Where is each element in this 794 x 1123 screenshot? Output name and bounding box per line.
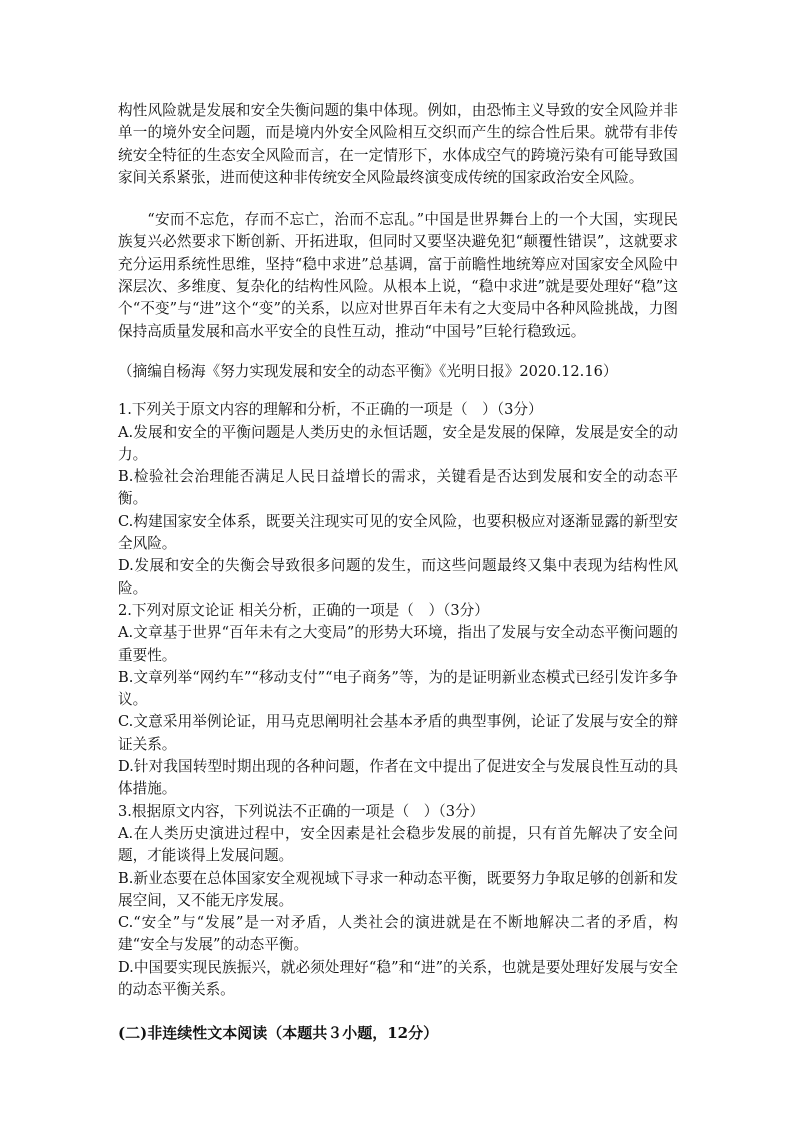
question-1-option-b: B.检验社会治理能否满足人民日益增长的需求，关键看是否达到发展和安全的动态平衡。 <box>118 468 678 508</box>
question-3-stem: 3.根据原文内容，下列说法不正确的一项是（ ）（3分） <box>118 802 485 820</box>
question-1-option-a: A.发展和安全的平衡问题是人类历史的永恒话题，安全是发展的保障，发展是安全的动力。 <box>118 423 678 463</box>
question-3 <box>118 801 678 1002</box>
question-list <box>118 399 678 1001</box>
question-2-option-c: C.文意采用举例论证，用马克思阐明社会基本矛盾的典型事例，论证了发展与安全的辩证关系。 <box>118 713 678 753</box>
question-1-option-d: D.发展和安全的失衡会导致很多问题的发生，而这些问题最终又集中表现为结构性风险。 <box>118 557 678 597</box>
question-2-stem: 2.下列对原文论证 相关分析，正确的一项是（ ）（3分） <box>118 601 489 619</box>
question-3-option-d: D.中国要实现民族振兴，就必须处理好“稳”和“进”的关系，也就是要处理好发展与安全的动态平衡关系。 <box>118 958 678 998</box>
passage-source-citation: （摘编自杨海《努力实现发展和安全的动态平衡》《光明日报》2020.12.16） <box>118 362 618 380</box>
question-1-option-c: C.构建国家安全体系，既要关注现实可见的安全风险，也要积极应对逐渐显露的新型安全风险。 <box>118 512 678 553</box>
question-3-option-a: A.在人类历史演进过程中，安全因素是社会稳步发展的前提，只有首先解决了安全问题，才能谈得上发展问题。 <box>118 824 678 865</box>
question-1 <box>118 399 678 600</box>
document-page <box>118 100 678 1045</box>
question-1-stem: 1.下列关于原文内容的理解和分析，不正确的一项是（ ）（3分） <box>118 401 543 419</box>
passage-paragraph-1: 构性风险就是发展和安全失衡问题的集中体现。例如，由恐怖主义导致的安全风险并非单一的境外安全问题，而是境内外安全风险相互交织而产生的综合性后果。就带有非传统安全特征的生态安全风险而言，在一定情形下，水体成空气的跨境污染有可能导致国家间关系紧张，进而使这种非传统安全风险最终演变成传统的国家政治安全风险。 <box>118 102 678 186</box>
section-heading-non-continuous-text: (二)非连续性文本阅读（本题共３小题，12分） <box>118 1024 439 1043</box>
question-2-option-b: B.文章列举“网约车”“移动支付”“电子商务”等，为的是证明新业态模式已经引发许多争议。 <box>118 668 678 709</box>
question-3-option-b: B.新业态要在总体国家安全观视域下寻求一种动态平衡，既要努力争取足够的创新和发展空间，又不能无序发展。 <box>118 869 678 909</box>
question-2-option-a: A.文章基于世界“百年未有之大变局”的形势大环境，指出了发展与安全动态平衡问题的重要性。 <box>118 624 678 664</box>
passage-paragraph-2: “安而不忘危，存而不忘亡，治而不忘乱。”中国是世界舞台上的一个大国，实现民族复兴必然要求下断创新、开拓进取，但同时又要坚决避免犯“颠覆性错误”，这就要求充分运用系统性思维，坚持“稳中求进”总基调，富于前瞻性地统筹应对国家安全风险中深层次、多维度、复杂化的结构性风险。从根本上说，“稳中求进”就是要处理好“稳”这个“不变”与“进”这个“变”的关系，以应对世界百年未有之大变局中各种风险挑战，力图保持高质量发展和高水平安全的良性互动，推动“中国号”巨轮行稳致远。 <box>118 211 678 340</box>
question-2 <box>118 600 678 801</box>
question-3-option-c: C.“安全”与“发展”是一对矛盾，人类社会的演进就是在不断地解决二者的矛盾，构建“安全与发展”的动态平衡。 <box>118 914 678 954</box>
question-2-option-d: D.针对我国转型时期出现的各种问题，作者在文中提出了促进安全与发展良性互动的具体措施。 <box>118 758 678 798</box>
